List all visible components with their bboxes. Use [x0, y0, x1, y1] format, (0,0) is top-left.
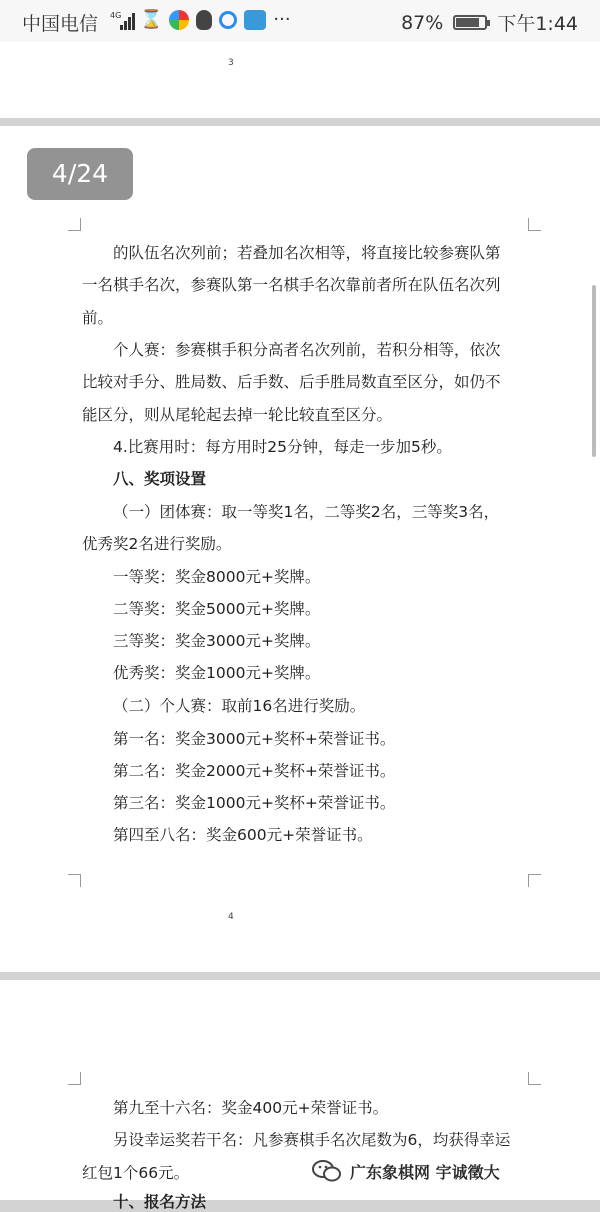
prize-line: 第一名：奖金3000元+奖杯+荣誉证书。 — [113, 730, 396, 748]
prize-line: 优秀奖：奖金1000元+奖牌。 — [113, 664, 321, 682]
browser-icon — [219, 11, 237, 29]
signal-icon — [110, 10, 136, 32]
status-bar — [0, 0, 600, 42]
body-text-line: （二）个人赛：取前16名进行奖励。 — [113, 697, 366, 715]
body-text-line: 一名棋手名次，参赛队第一名棋手名次靠前者所在队伍名次列 — [82, 276, 501, 294]
page-counter: 4/24 — [27, 148, 133, 200]
margin-corner-mark — [528, 874, 541, 887]
notification-icons — [140, 9, 291, 31]
body-text-line: 4.比赛用时：每方用时25分钟，每走一步加5秒。 — [113, 438, 452, 456]
prize-line: 第九至十六名：奖金400元+荣誉证书。 — [113, 1099, 389, 1117]
wechat-icon — [312, 1159, 342, 1183]
app-icon — [169, 10, 189, 30]
battery-percent: 87% — [401, 11, 444, 34]
prize-line: 一等奖：奖金8000元+奖牌。 — [113, 568, 321, 586]
body-text-line: 优秀奖2名进行奖励。 — [82, 535, 232, 553]
body-text-line: 另设幸运奖若干名：凡参赛棋手名次尾数为6，均获得幸运 — [113, 1131, 511, 1149]
prize-line: 第二名：奖金2000元+奖杯+荣誉证书。 — [113, 762, 396, 780]
hourglass-icon: ⌛ — [140, 9, 163, 30]
body-text-line: 比较对手分、胜局数、后手数、后手胜局数直至区分，如仍不 — [82, 373, 501, 391]
watermark — [312, 1154, 500, 1188]
watermark-text: 广东象棋网 宇诚徵大 — [350, 1162, 500, 1182]
scrollbar[interactable] — [592, 285, 596, 457]
more-notifications-icon: ··· — [273, 9, 291, 30]
body-text-line: 前。 — [82, 309, 114, 327]
body-text-line: 的队伍名次列前；若叠加名次相等，将直接比较参赛队第 — [113, 244, 501, 262]
status-right — [401, 9, 578, 36]
section-heading: 十、报名方法 — [113, 1193, 207, 1211]
news-app-icon — [244, 10, 266, 30]
section-heading: 八、奖项设置 — [113, 470, 207, 488]
margin-corner-mark — [68, 1072, 81, 1085]
network-type: 4G — [110, 11, 122, 20]
previous-page — [0, 42, 600, 118]
clock: 下午1:44 — [497, 13, 578, 35]
body-text-line: （一）团体赛：取一等奖1名，二等奖2名，三等奖3名， — [113, 503, 500, 521]
qq-icon — [196, 10, 212, 30]
prize-line: 第四至八名：奖金600元+荣誉证书。 — [113, 826, 373, 844]
body-text-line: 红包1个66元。 — [82, 1164, 190, 1182]
page-number: 3 — [228, 58, 234, 68]
prize-line: 二等奖：奖金5000元+奖牌。 — [113, 600, 321, 618]
carrier-name: 中国电信 — [22, 13, 99, 35]
margin-corner-mark — [528, 218, 541, 231]
body-text-line: 个人赛：参赛棋手积分高者名次列前，若积分相等，依次 — [113, 341, 501, 359]
margin-corner-mark — [68, 218, 81, 231]
page-number: 4 — [228, 912, 234, 922]
prize-line: 第三名：奖金1000元+奖杯+荣誉证书。 — [113, 794, 396, 812]
battery-icon — [453, 15, 487, 30]
margin-corner-mark — [528, 1072, 541, 1085]
body-text-line: 能区分，则从尾轮起去掉一轮比较直至区分。 — [82, 406, 393, 424]
prize-line: 三等奖：奖金3000元+奖牌。 — [113, 632, 321, 650]
margin-corner-mark — [68, 874, 81, 887]
